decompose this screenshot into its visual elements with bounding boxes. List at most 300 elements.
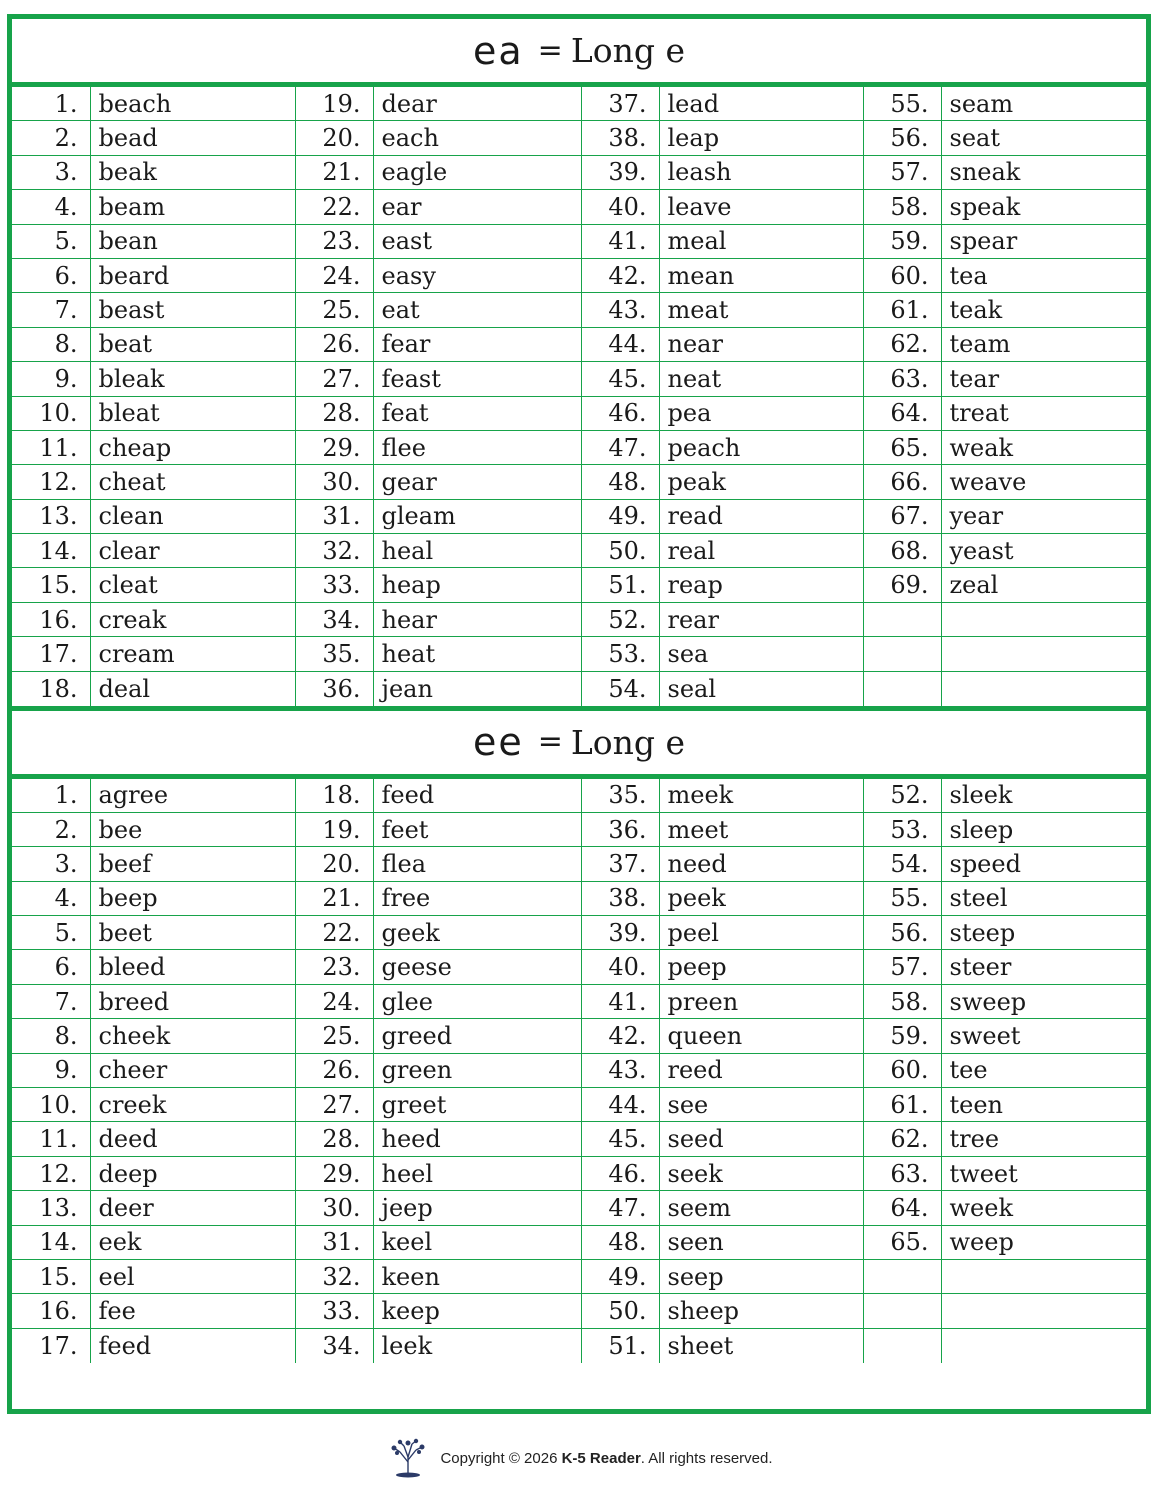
item-number: 51.	[581, 1328, 659, 1362]
item-number: 20.	[295, 121, 373, 155]
word-cell: jeep	[373, 1191, 581, 1225]
item-number: 39.	[581, 155, 659, 189]
item-number: 67.	[863, 499, 941, 533]
item-number: 11.	[12, 430, 90, 464]
word-cell: ear	[373, 190, 581, 224]
word-cell: dear	[373, 87, 581, 121]
item-number: 10.	[12, 396, 90, 430]
table-row	[12, 430, 1150, 464]
word-cell: glee	[373, 984, 581, 1018]
table-row	[12, 812, 1150, 846]
table-row	[12, 1053, 1150, 1087]
table-row	[12, 916, 1150, 950]
word-cell: sleek	[941, 778, 1150, 812]
item-number: 53.	[863, 812, 941, 846]
item-number: 59.	[863, 1019, 941, 1053]
table-row	[12, 258, 1150, 292]
table-row	[12, 847, 1150, 881]
item-number: 63.	[863, 1156, 941, 1190]
item-number: 52.	[581, 602, 659, 636]
item-number: 42.	[581, 1019, 659, 1053]
brand-name: K-5 Reader	[561, 1449, 641, 1467]
word-cell: beast	[90, 293, 295, 327]
word-cell: feast	[373, 362, 581, 396]
item-number: 32.	[295, 1260, 373, 1294]
item-number: 35.	[295, 637, 373, 671]
item-number: 59.	[863, 224, 941, 258]
table-row	[12, 155, 1150, 189]
table-row	[12, 568, 1150, 602]
item-number: 29.	[295, 1156, 373, 1190]
word-cell: sheep	[659, 1294, 863, 1328]
item-number: 42.	[581, 258, 659, 292]
item-number: 56.	[863, 916, 941, 950]
table-row	[12, 1088, 1150, 1122]
word-cell: beak	[90, 155, 295, 189]
item-number: 33.	[295, 568, 373, 602]
item-number: 69.	[863, 568, 941, 602]
word-cell: deal	[90, 671, 295, 705]
word-cell: beam	[90, 190, 295, 224]
word-cell: leash	[659, 155, 863, 189]
table-row	[12, 778, 1150, 812]
word-cell: reed	[659, 1053, 863, 1087]
word-cell: lead	[659, 87, 863, 121]
table-row	[12, 499, 1150, 533]
word-cell: week	[941, 1191, 1150, 1225]
item-number: 50.	[581, 1294, 659, 1328]
item-number: 30.	[295, 465, 373, 499]
word-cell: flea	[373, 847, 581, 881]
word-cell: cheat	[90, 465, 295, 499]
word-cell: near	[659, 327, 863, 361]
item-number: 26.	[295, 327, 373, 361]
table-row	[12, 1122, 1150, 1156]
word-cell: queen	[659, 1019, 863, 1053]
item-number: 2.	[12, 812, 90, 846]
word-cell: fear	[373, 327, 581, 361]
word-cell: deer	[90, 1191, 295, 1225]
word-cell: seek	[659, 1156, 863, 1190]
item-number: 48.	[581, 1225, 659, 1259]
item-number: 35.	[581, 778, 659, 812]
item-number: 29.	[295, 430, 373, 464]
section-ee	[12, 706, 1146, 1363]
word-cell: beet	[90, 916, 295, 950]
table-row	[12, 224, 1150, 258]
item-number: 34.	[295, 602, 373, 636]
item-number: 46.	[581, 396, 659, 430]
item-number: 19.	[295, 812, 373, 846]
word-cell: sheet	[659, 1328, 863, 1362]
table-row	[12, 1328, 1150, 1362]
item-number: 13.	[12, 499, 90, 533]
word-cell: spear	[941, 224, 1150, 258]
word-cell: peel	[659, 916, 863, 950]
word-cell: beard	[90, 258, 295, 292]
item-number: 14.	[12, 534, 90, 568]
word-cell: seem	[659, 1191, 863, 1225]
table-row	[12, 465, 1150, 499]
item-number: 25.	[295, 293, 373, 327]
item-number: 64.	[863, 396, 941, 430]
word-cell: bleak	[90, 362, 295, 396]
word-cell: yeast	[941, 534, 1150, 568]
word-cell: tee	[941, 1053, 1150, 1087]
word-cell: breed	[90, 984, 295, 1018]
word-cell: sneak	[941, 155, 1150, 189]
item-number: 37.	[581, 87, 659, 121]
word-cell: weak	[941, 430, 1150, 464]
item-number: 51.	[581, 568, 659, 602]
item-number: 49.	[581, 499, 659, 533]
word-cell: cream	[90, 637, 295, 671]
word-cell: geek	[373, 916, 581, 950]
word-cell: feet	[373, 812, 581, 846]
word-cell: keel	[373, 1225, 581, 1259]
table-row	[12, 1156, 1150, 1190]
item-number: 40.	[581, 190, 659, 224]
item-number: 28.	[295, 1122, 373, 1156]
word-cell: clear	[90, 534, 295, 568]
item-number: 55.	[863, 881, 941, 915]
word-cell: eat	[373, 293, 581, 327]
word-cell: real	[659, 534, 863, 568]
table-row	[12, 671, 1150, 705]
copyright-prefix: Copyright © 2026	[440, 1449, 562, 1467]
word-table	[12, 86, 1150, 706]
word-cell: beat	[90, 327, 295, 361]
item-number: 41.	[581, 984, 659, 1018]
item-number: 17.	[12, 637, 90, 671]
word-cell: leave	[659, 190, 863, 224]
item-number: 7.	[12, 293, 90, 327]
item-number: 46.	[581, 1156, 659, 1190]
table-row	[12, 1019, 1150, 1053]
word-cell: bee	[90, 812, 295, 846]
word-cell: beep	[90, 881, 295, 915]
item-number: 4.	[12, 190, 90, 224]
item-number: 39.	[581, 916, 659, 950]
item-number: 13.	[12, 1191, 90, 1225]
word-cell: sweet	[941, 1019, 1150, 1053]
item-number: 54.	[581, 671, 659, 705]
item-number: 1.	[12, 778, 90, 812]
item-number: 2.	[12, 121, 90, 155]
item-number: 30.	[295, 1191, 373, 1225]
item-number: 41.	[581, 224, 659, 258]
word-cell: heal	[373, 534, 581, 568]
item-number: 23.	[295, 950, 373, 984]
word-cell: sleep	[941, 812, 1150, 846]
word-list-sheet	[7, 14, 1151, 1414]
word-cell: hear	[373, 602, 581, 636]
table-row	[12, 1260, 1150, 1294]
word-cell	[941, 637, 1150, 671]
word-cell: meet	[659, 812, 863, 846]
word-cell: weep	[941, 1225, 1150, 1259]
table-row	[12, 293, 1150, 327]
word-cell: creek	[90, 1088, 295, 1122]
word-cell: tree	[941, 1122, 1150, 1156]
word-cell: peek	[659, 881, 863, 915]
item-number: 50.	[581, 534, 659, 568]
word-cell: beef	[90, 847, 295, 881]
equals-sign: =	[537, 32, 563, 68]
item-number: 12.	[12, 465, 90, 499]
item-number	[863, 1260, 941, 1294]
item-number: 53.	[581, 637, 659, 671]
item-number: 4.	[12, 881, 90, 915]
word-cell: gleam	[373, 499, 581, 533]
word-cell: speak	[941, 190, 1150, 224]
item-number: 28.	[295, 396, 373, 430]
item-number: 62.	[863, 1122, 941, 1156]
table-row	[12, 1225, 1150, 1259]
item-number: 5.	[12, 224, 90, 258]
word-table	[12, 778, 1150, 1363]
word-cell: keen	[373, 1260, 581, 1294]
item-number: 6.	[12, 950, 90, 984]
word-cell: sweep	[941, 984, 1150, 1018]
word-cell: seed	[659, 1122, 863, 1156]
table-row	[12, 396, 1150, 430]
word-cell: pea	[659, 396, 863, 430]
item-number: 23.	[295, 224, 373, 258]
item-number: 27.	[295, 362, 373, 396]
item-number: 45.	[581, 362, 659, 396]
table-row	[12, 1294, 1150, 1328]
word-cell: bleed	[90, 950, 295, 984]
item-number: 3.	[12, 847, 90, 881]
word-cell: rear	[659, 602, 863, 636]
word-cell: teen	[941, 1088, 1150, 1122]
item-number: 61.	[863, 1088, 941, 1122]
word-cell: see	[659, 1088, 863, 1122]
word-cell: weave	[941, 465, 1150, 499]
word-cell: seal	[659, 671, 863, 705]
item-number: 1.	[12, 87, 90, 121]
word-cell: green	[373, 1053, 581, 1087]
item-number: 47.	[581, 430, 659, 464]
word-cell: leap	[659, 121, 863, 155]
item-number: 60.	[863, 258, 941, 292]
word-cell: speed	[941, 847, 1150, 881]
word-cell: treat	[941, 396, 1150, 430]
item-number: 61.	[863, 293, 941, 327]
word-cell: feat	[373, 396, 581, 430]
item-number: 22.	[295, 190, 373, 224]
footer	[0, 1436, 1159, 1480]
item-number	[863, 1328, 941, 1362]
word-cell: reap	[659, 568, 863, 602]
section-title	[12, 19, 1146, 86]
item-number: 22.	[295, 916, 373, 950]
item-number: 47.	[581, 1191, 659, 1225]
word-cell: zeal	[941, 568, 1150, 602]
item-number: 43.	[581, 293, 659, 327]
table-row	[12, 950, 1150, 984]
word-cell: bleat	[90, 396, 295, 430]
word-cell: deep	[90, 1156, 295, 1190]
item-number: 20.	[295, 847, 373, 881]
word-cell	[941, 671, 1150, 705]
word-cell: eagle	[373, 155, 581, 189]
item-number	[863, 1294, 941, 1328]
word-cell: heat	[373, 637, 581, 671]
word-cell: jean	[373, 671, 581, 705]
item-number: 44.	[581, 327, 659, 361]
word-cell: cleat	[90, 568, 295, 602]
digraph-label: ee	[472, 720, 524, 765]
word-cell: neat	[659, 362, 863, 396]
word-cell: heed	[373, 1122, 581, 1156]
item-number: 17.	[12, 1328, 90, 1362]
word-cell: seen	[659, 1225, 863, 1259]
item-number: 63.	[863, 362, 941, 396]
item-number: 68.	[863, 534, 941, 568]
item-number: 24.	[295, 258, 373, 292]
table-row	[12, 190, 1150, 224]
item-number: 18.	[295, 778, 373, 812]
word-cell: feed	[90, 1328, 295, 1362]
word-cell: seam	[941, 87, 1150, 121]
item-number: 14.	[12, 1225, 90, 1259]
item-number: 24.	[295, 984, 373, 1018]
item-number: 32.	[295, 534, 373, 568]
word-cell: gear	[373, 465, 581, 499]
item-number: 45.	[581, 1122, 659, 1156]
item-number: 7.	[12, 984, 90, 1018]
item-number: 55.	[863, 87, 941, 121]
word-cell: year	[941, 499, 1150, 533]
item-number: 21.	[295, 881, 373, 915]
word-cell: team	[941, 327, 1150, 361]
word-cell: need	[659, 847, 863, 881]
word-cell: tweet	[941, 1156, 1150, 1190]
word-cell: cheer	[90, 1053, 295, 1087]
item-number: 57.	[863, 155, 941, 189]
word-cell: bead	[90, 121, 295, 155]
item-number: 38.	[581, 121, 659, 155]
word-cell: clean	[90, 499, 295, 533]
item-number: 9.	[12, 362, 90, 396]
word-cell: free	[373, 881, 581, 915]
item-number: 19.	[295, 87, 373, 121]
table-row	[12, 327, 1150, 361]
word-cell: read	[659, 499, 863, 533]
word-cell: seep	[659, 1260, 863, 1294]
item-number: 6.	[12, 258, 90, 292]
word-cell: sea	[659, 637, 863, 671]
table-row	[12, 362, 1150, 396]
table-row	[12, 1191, 1150, 1225]
item-number	[863, 602, 941, 636]
item-number: 10.	[12, 1088, 90, 1122]
word-cell: feed	[373, 778, 581, 812]
word-cell: agree	[90, 778, 295, 812]
item-number: 33.	[295, 1294, 373, 1328]
item-number: 12.	[12, 1156, 90, 1190]
word-cell: flee	[373, 430, 581, 464]
item-number: 16.	[12, 602, 90, 636]
word-cell: geese	[373, 950, 581, 984]
item-number: 27.	[295, 1088, 373, 1122]
word-cell: creak	[90, 602, 295, 636]
word-cell: heap	[373, 568, 581, 602]
item-number: 64.	[863, 1191, 941, 1225]
word-cell: meal	[659, 224, 863, 258]
word-cell: heel	[373, 1156, 581, 1190]
item-number: 11.	[12, 1122, 90, 1156]
word-cell: cheek	[90, 1019, 295, 1053]
item-number: 9.	[12, 1053, 90, 1087]
item-number: 34.	[295, 1328, 373, 1362]
word-cell: fee	[90, 1294, 295, 1328]
word-cell: each	[373, 121, 581, 155]
item-number: 8.	[12, 1019, 90, 1053]
word-cell: greed	[373, 1019, 581, 1053]
item-number: 58.	[863, 984, 941, 1018]
item-number: 37.	[581, 847, 659, 881]
item-number: 54.	[863, 847, 941, 881]
item-number	[863, 671, 941, 705]
section-title	[12, 711, 1146, 778]
equals-sign: =	[537, 724, 563, 760]
item-number: 43.	[581, 1053, 659, 1087]
word-cell: eek	[90, 1225, 295, 1259]
item-number: 16.	[12, 1294, 90, 1328]
word-cell: tea	[941, 258, 1150, 292]
word-cell	[941, 1294, 1150, 1328]
item-number: 38.	[581, 881, 659, 915]
section-ea	[12, 19, 1146, 706]
item-number	[863, 637, 941, 671]
word-cell: seat	[941, 121, 1150, 155]
word-cell: beach	[90, 87, 295, 121]
item-number: 26.	[295, 1053, 373, 1087]
word-cell	[941, 1328, 1150, 1362]
item-number: 58.	[863, 190, 941, 224]
rights-text: . All rights reserved.	[640, 1449, 773, 1467]
item-number: 3.	[12, 155, 90, 189]
word-cell: greet	[373, 1088, 581, 1122]
sound-label: Long e	[570, 31, 685, 70]
item-number: 15.	[12, 1260, 90, 1294]
word-cell: peak	[659, 465, 863, 499]
item-number: 49.	[581, 1260, 659, 1294]
item-number: 36.	[581, 812, 659, 846]
item-number: 31.	[295, 1225, 373, 1259]
table-row	[12, 881, 1150, 915]
word-cell: teak	[941, 293, 1150, 327]
item-number: 40.	[581, 950, 659, 984]
item-number: 31.	[295, 499, 373, 533]
item-number: 25.	[295, 1019, 373, 1053]
table-row	[12, 87, 1150, 121]
item-number: 15.	[12, 568, 90, 602]
item-number: 65.	[863, 430, 941, 464]
word-cell	[941, 1260, 1150, 1294]
item-number: 44.	[581, 1088, 659, 1122]
item-number: 57.	[863, 950, 941, 984]
word-cell: east	[373, 224, 581, 258]
word-cell: peach	[659, 430, 863, 464]
table-row	[12, 637, 1150, 671]
item-number: 56.	[863, 121, 941, 155]
table-row	[12, 984, 1150, 1018]
item-number: 65.	[863, 1225, 941, 1259]
